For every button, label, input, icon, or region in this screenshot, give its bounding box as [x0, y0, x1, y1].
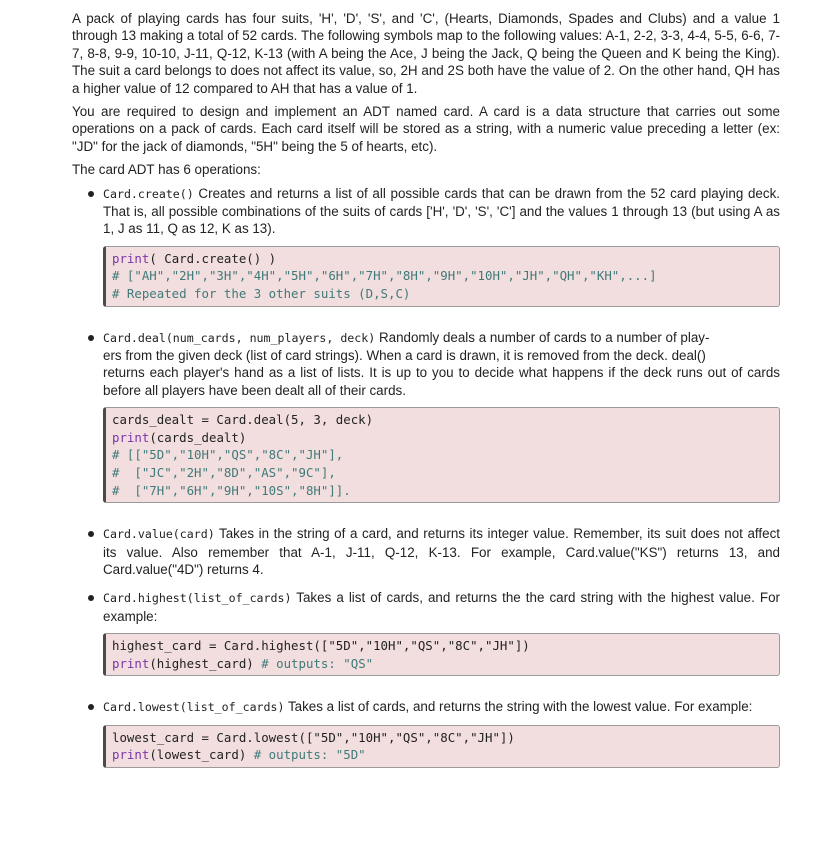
- code-keyword: print: [112, 747, 150, 763]
- code-comment: # outputs: "5D": [253, 747, 366, 763]
- operation-highest: [72, 589, 780, 676]
- code-comment: # ["AH","2H","3H","4H","5H","6H","7H","8H","9H","10H","JH","QH","KH",...]: [112, 268, 657, 284]
- operation-description: Creates and returns a list of all possible cards that can be drawn from the 52 card playing deck. That is, all possible combinations of the suits of cards ['H', 'D', 'S', 'C'] and the values 1 through 13 (but using A as 1, J as 11, Q as 12, K as 13).: [103, 185, 780, 237]
- code-block-lowest: [103, 725, 780, 768]
- code-keyword: print: [112, 250, 150, 266]
- operation-deal-text: [103, 329, 780, 400]
- code-line: [112, 655, 773, 673]
- code-block-create: [103, 246, 780, 307]
- operations-list: [72, 185, 780, 768]
- operation-signature: Card.lowest(list_of_cards): [103, 700, 285, 715]
- operation-highest-text: [103, 589, 780, 625]
- code-text: ( Card.create() ): [149, 250, 277, 266]
- code-block-deal: [103, 407, 780, 503]
- code-line: [112, 250, 773, 268]
- code-text: (highest_card): [149, 655, 262, 671]
- code-line: [112, 429, 773, 447]
- code-comment: # outputs: "QS": [261, 655, 374, 671]
- operation-deal: [72, 329, 780, 504]
- operation-signature: Card.deal(num_cards, num_players, deck): [103, 330, 376, 345]
- operation-lowest: [72, 698, 780, 768]
- code-keyword: print: [112, 655, 150, 671]
- operation-signature: Card.highest(list_of_cards): [103, 591, 292, 606]
- operation-create: [72, 185, 780, 307]
- operation-signature: Card.value(card): [103, 527, 215, 542]
- intro-paragraph-adt: You are required to design and implement an ADT named card. A card is a data structure that carries out some operations on a pack of cards. Each card itself will be stored as a string, with a numeric value preceding a letter (ex: "JD" for the jack of diamonds, "5H" being the 5 of hearts, etc).: [72, 104, 780, 154]
- code-comment: # ["JC","2H","8D","AS","9C"],: [112, 465, 336, 481]
- code-comment: # ["7H","6H","9H","10S","8H"]].: [112, 482, 351, 498]
- document-page: [72, 10, 780, 779]
- intro-paragraph-operations: The card ADT has 6 operations:: [72, 162, 261, 178]
- code-line: [112, 746, 773, 764]
- operation-lowest-text: [103, 698, 780, 716]
- intro-paragraph-suits: A pack of playing cards has four suits, 'H', 'D', 'S', and 'C', (Hearts, Diamonds, Spades and Clubs) and a value 1 through 13 making a total of 52 cards. The following symbols map to the following values: A-1, 2-2, 3-3, 4-4, 5-5, 6-6, 7-7, 8-8, 9-9, 10-10, J-11, Q-12, K-13 (with A being the Ace, J being the Jack, Q being the Queen and K being the King). The suit a card belongs to does not affect its value, so, 2H and 2S both have the value of 2. On the other hand, QH has a higher value of 12 compared to AH that has a value of 1.: [72, 11, 780, 96]
- operation-signature: Card.create(): [103, 186, 194, 201]
- code-text: cards_dealt = Card.deal(5, 3, deck): [112, 412, 374, 428]
- operation-value-text: [103, 525, 780, 578]
- code-block-highest: [103, 633, 780, 676]
- operation-description: Takes a list of cards, and returns the the card string with the highest value. For example:: [103, 590, 780, 624]
- code-text: highest_card = Card.highest(["5D","10H","QS","8C","JH"]): [112, 638, 530, 654]
- code-text: lowest_card = Card.lowest(["5D","10H","QS","8C","JH"]): [112, 729, 515, 745]
- code-comment: # Repeated for the 3 other suits (D,S,C): [112, 286, 411, 302]
- code-text: (lowest_card): [149, 747, 254, 763]
- code-keyword: print: [112, 429, 150, 445]
- operation-create-text: [103, 185, 780, 238]
- code-comment: # [["5D","10H","QS","8C","JH"],: [112, 447, 344, 463]
- operation-description: Randomly deals a number of cards to a number of play- ers from the given deck (list of card strings). When a card is drawn, it is removed from the deck. deal() returns each player's hand as a list of lists. It is up to you to decide what happens if the deck runs out of cards before all players have been dealt all of their cards.: [103, 329, 780, 398]
- operation-value: [72, 525, 780, 578]
- operation-description: Takes in the string of a card, and returns its integer value. Remember, its suit does not affect its value. Also remember that A-1, J-11, Q-12, K-13. For example, Card.value("KS") returns 13, and Card.value("4D") returns 4.: [103, 526, 780, 578]
- operation-description: Takes a list of cards, and returns the string with the lowest value. For example:: [284, 699, 753, 715]
- code-text: (cards_dealt): [149, 429, 247, 445]
